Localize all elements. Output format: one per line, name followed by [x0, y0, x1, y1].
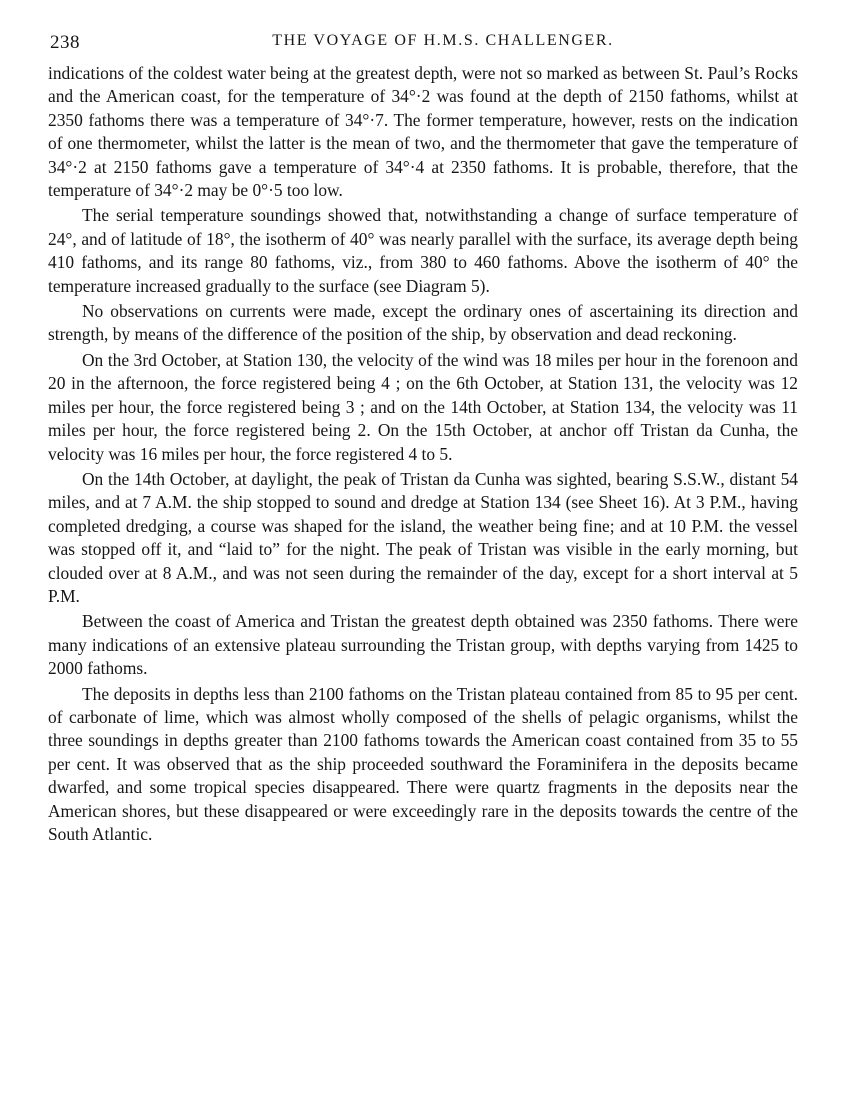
paragraph-continuation: indications of the coldest water being at the greatest depth, were not so marked as between St. Paul’s Rocks and the American coast, for the temperature of 34°·2 was found at the depth of 2150 fathoms, whilst at 2350 fathoms there was a temperature of 34°·7. The former temperature, however, rests on the indication of one thermometer, whilst the latter is the mean of two, and the thermometer that gave the temperature of 34°·2 at 2150 fathoms gave a temperature of 34°·4 at 2350 fathoms. It is probable, therefore, that the temperature of 34°·2 may be 0°·5 too low. [48, 63, 798, 201]
paragraph-currents: No observations on currents were made, except the ordinary ones of ascertaining its direction and strength, by means of the difference of the position of the ship, by observation and dead reckoning. [48, 301, 798, 345]
paragraph-deposits: The deposits in depths less than 2100 fathoms on the Tristan plateau contained from 85 to 95 per cent. of carbonate of lime, which was almost wholly composed of the shells of pelagic organisms, whilst the three soundings in depths greater than 2100 fathoms towards the American coast contained from 35 to 55 per cent. It was observed that as the ship proceeded southward the Foraminifera in the deposits became dwarfed, and some tropical species disappeared. There were quartz fragments in the deposits near the American shores, but these disappeared or were exceedingly rare in the deposits towards the centre of the South Atlantic. [48, 683, 798, 844]
body-text [48, 62, 798, 846]
page-number: 238 [50, 32, 80, 53]
paragraph-wind-velocity: On the 3rd October, at Station 130, the velocity of the wind was 18 miles per hour in the forenoon and 20 in the afternoon, the force registered being 4 ; on the 6th October, at Station 131, the velocity was 12 miles per hour, the force registered being 3 ; and on the 14th October, at Station 134, the velocity was 11 miles per hour, the force registered being 2. On the 15th October, at anchor off Tristan da Cunha, the velocity was 16 miles per hour, the force registered 4 to 5. [48, 349, 798, 464]
running-head [48, 28, 798, 62]
book-page [48, 28, 798, 1078]
paragraph-serial-temperature: The serial temperature soundings showed that, notwithstanding a change of surface temperature of 24°, and of latitude of 18°, the isotherm of 40° was nearly parallel with the surface, its average depth being 410 fathoms, and its range 80 fathoms, viz., from 380 to 460 fathoms. Above the isotherm of 40° the temperature increased gradually to the surface (see Diagram 5). [48, 205, 798, 296]
paragraph-greatest-depth: Between the coast of America and Tristan the greatest depth obtained was 2350 fathoms. There were many indications of an extensive plateau surrounding the Tristan group, with depths varying from 1425 to 2000 fathoms. [48, 611, 798, 679]
paragraph-tristan-sighting: On the 14th October, at daylight, the peak of Tristan da Cunha was sighted, bearing S.S.W., distant 54 miles, and at 7 A.M. the ship stopped to sound and dredge at Station 134 (see Sheet 16). At 3 P.M., having completed dredging, a course was shaped for the island, the weather being fine; and at 10 P.M. the vessel was stopped off it, and “laid to” for the night. The peak of Tristan was visible in the early morning, but clouded over at 8 A.M., and was not seen during the remainder of the day, except for a short interval at 5 P.M. [48, 468, 798, 606]
running-head-title: THE VOYAGE OF H.M.S. CHALLENGER. [272, 32, 614, 49]
